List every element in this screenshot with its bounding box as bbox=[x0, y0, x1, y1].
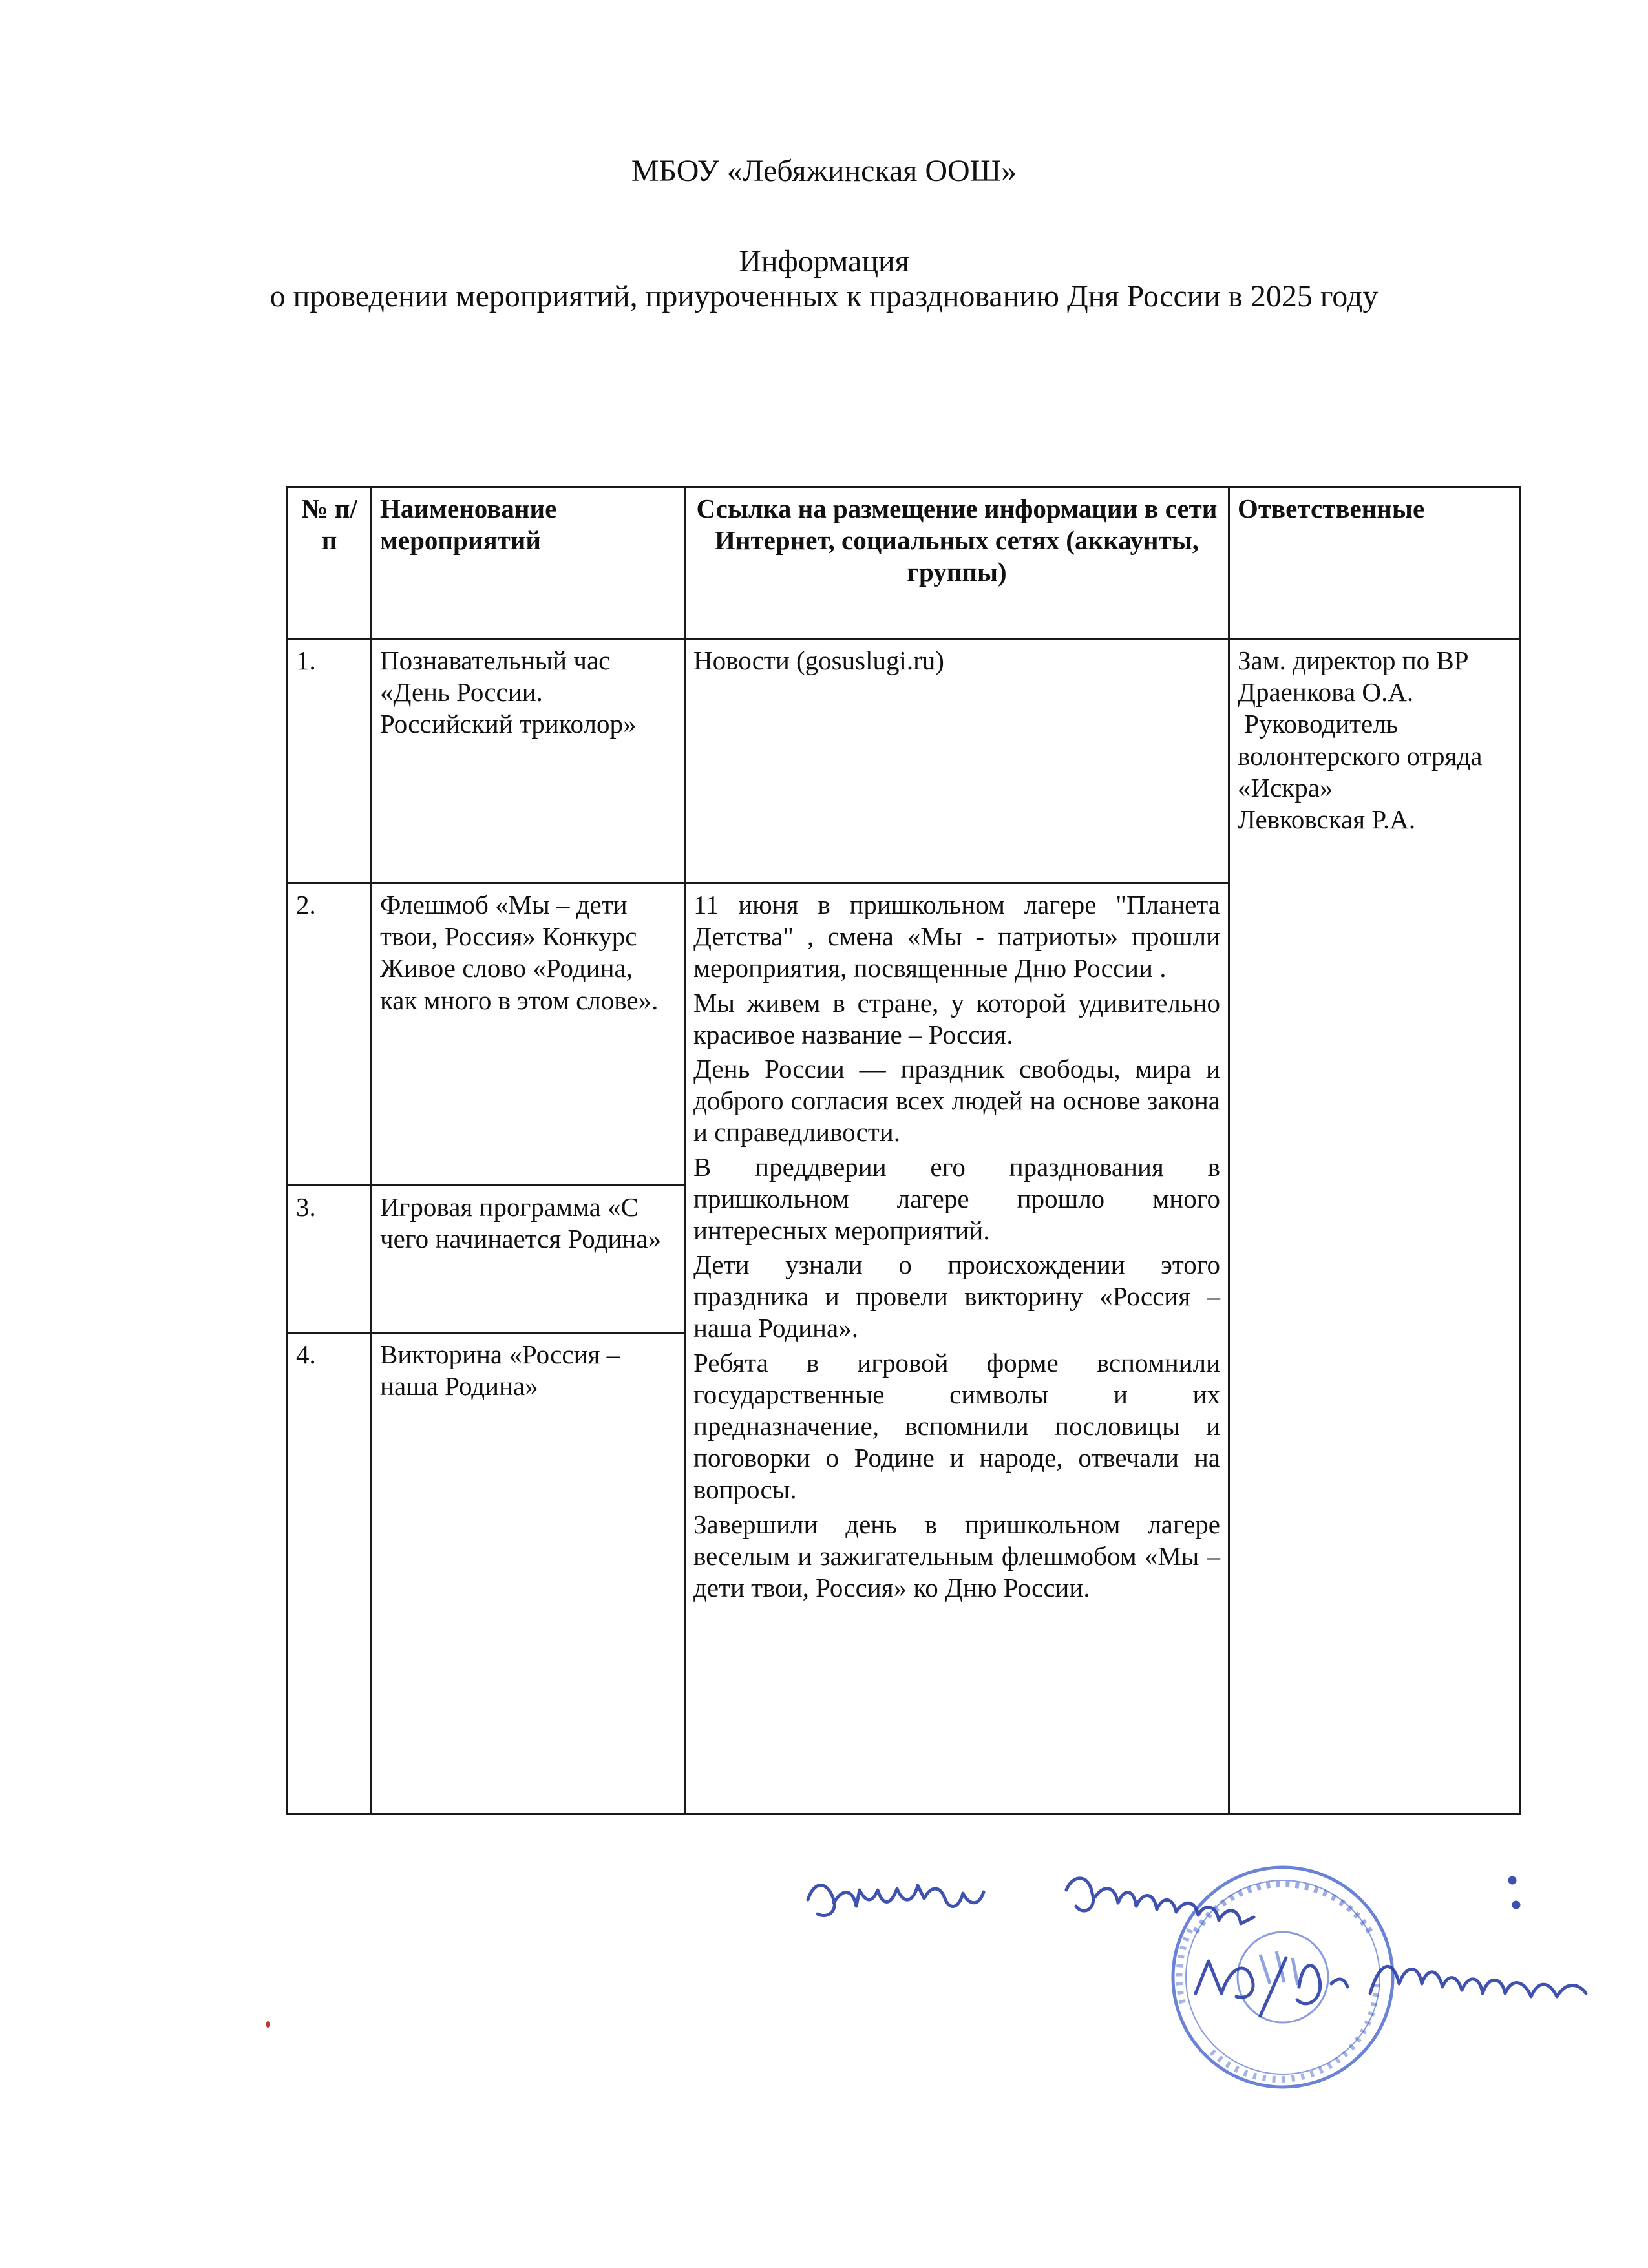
row-number: 4. bbox=[288, 1333, 372, 1814]
row-number: 1. bbox=[288, 639, 372, 883]
description-paragraph: Ребята в игровой форме вспомнили государственные символы и их предназначение, вспомнили пословицы и поговорки о Родине и народе, отвечали на вопросы. bbox=[693, 1347, 1220, 1505]
stray-ink-mark bbox=[266, 2021, 270, 2028]
responsible-position: Руководитель волонтерского отряда «Искра» bbox=[1238, 709, 1489, 803]
document-subtitle: о проведении мероприятий, приуроченных к празднованию Дня России в 2025 году bbox=[269, 279, 1379, 313]
column-header-internet-link: Ссылка на размещение информации в сети Интернет, социальных сетях (аккаунты, группы) bbox=[685, 487, 1229, 639]
responsible-cell bbox=[1229, 639, 1520, 1814]
event-name: Викторина «Россия – наша Родина» bbox=[372, 1333, 685, 1814]
row-number: 2. bbox=[288, 883, 372, 1186]
table-header-row bbox=[288, 487, 1520, 639]
responsible-person: Левковская Р.А. bbox=[1238, 804, 1416, 834]
description-paragraph: Мы живем в стране, у которой удивительно красивое название – Россия. bbox=[693, 987, 1220, 1049]
event-link: Новости (gosuslugi.ru) bbox=[685, 639, 1229, 883]
description-paragraph: В преддверии его празднования в пришкольном лагере прошло много интересных мероприятий. bbox=[693, 1151, 1220, 1245]
event-name: Познавательный час «День России. Российский триколор» bbox=[372, 639, 685, 883]
column-header-number: № п/п bbox=[288, 487, 372, 639]
document-title: Информация bbox=[739, 244, 909, 278]
description-paragraph: Дети узнали о происхождении этого праздника и провели викторину «Россия – наша Родина». bbox=[693, 1250, 1220, 1343]
description-paragraph: День России — праздник свободы, мира и доброго согласия всех людей на основе закона и справедливости. bbox=[693, 1053, 1220, 1148]
column-header-responsible: Ответственные bbox=[1229, 487, 1520, 639]
event-description-cell bbox=[685, 883, 1229, 1814]
event-name: Флешмоб «Мы – дети твои, Россия» Конкурс Живое слово «Родина, как много в этом слове». bbox=[372, 883, 685, 1186]
row-number: 3. bbox=[288, 1186, 372, 1333]
description-paragraph: 11 июня в пришкольном лагере "Планета Детства" , смена «Мы - патриоты» прошли мероприятия, посвященные Дню России . bbox=[693, 890, 1220, 983]
description-paragraph: Завершили день в пришкольном лагере веселым и зажигательным флешмобом «Мы – дети твои, Россия» ко Дню России. bbox=[693, 1509, 1220, 1602]
event-name: Игровая программа «С чего начинается Родина» bbox=[372, 1186, 685, 1333]
official-stamp bbox=[1173, 1867, 1393, 2087]
events-table bbox=[286, 486, 1521, 1815]
responsible-position: Зам. директор по ВР bbox=[1238, 646, 1469, 675]
responsible-person: Драенкова О.А. bbox=[1238, 677, 1414, 708]
school-name: МБОУ «Лебяжинская ООШ» bbox=[631, 154, 1017, 188]
table-row bbox=[288, 639, 1520, 883]
column-header-event-name: Наименование мероприятий bbox=[372, 487, 685, 639]
director-signature-with-stamp bbox=[795, 1854, 1642, 2100]
handwritten-signature bbox=[808, 1878, 1586, 2016]
